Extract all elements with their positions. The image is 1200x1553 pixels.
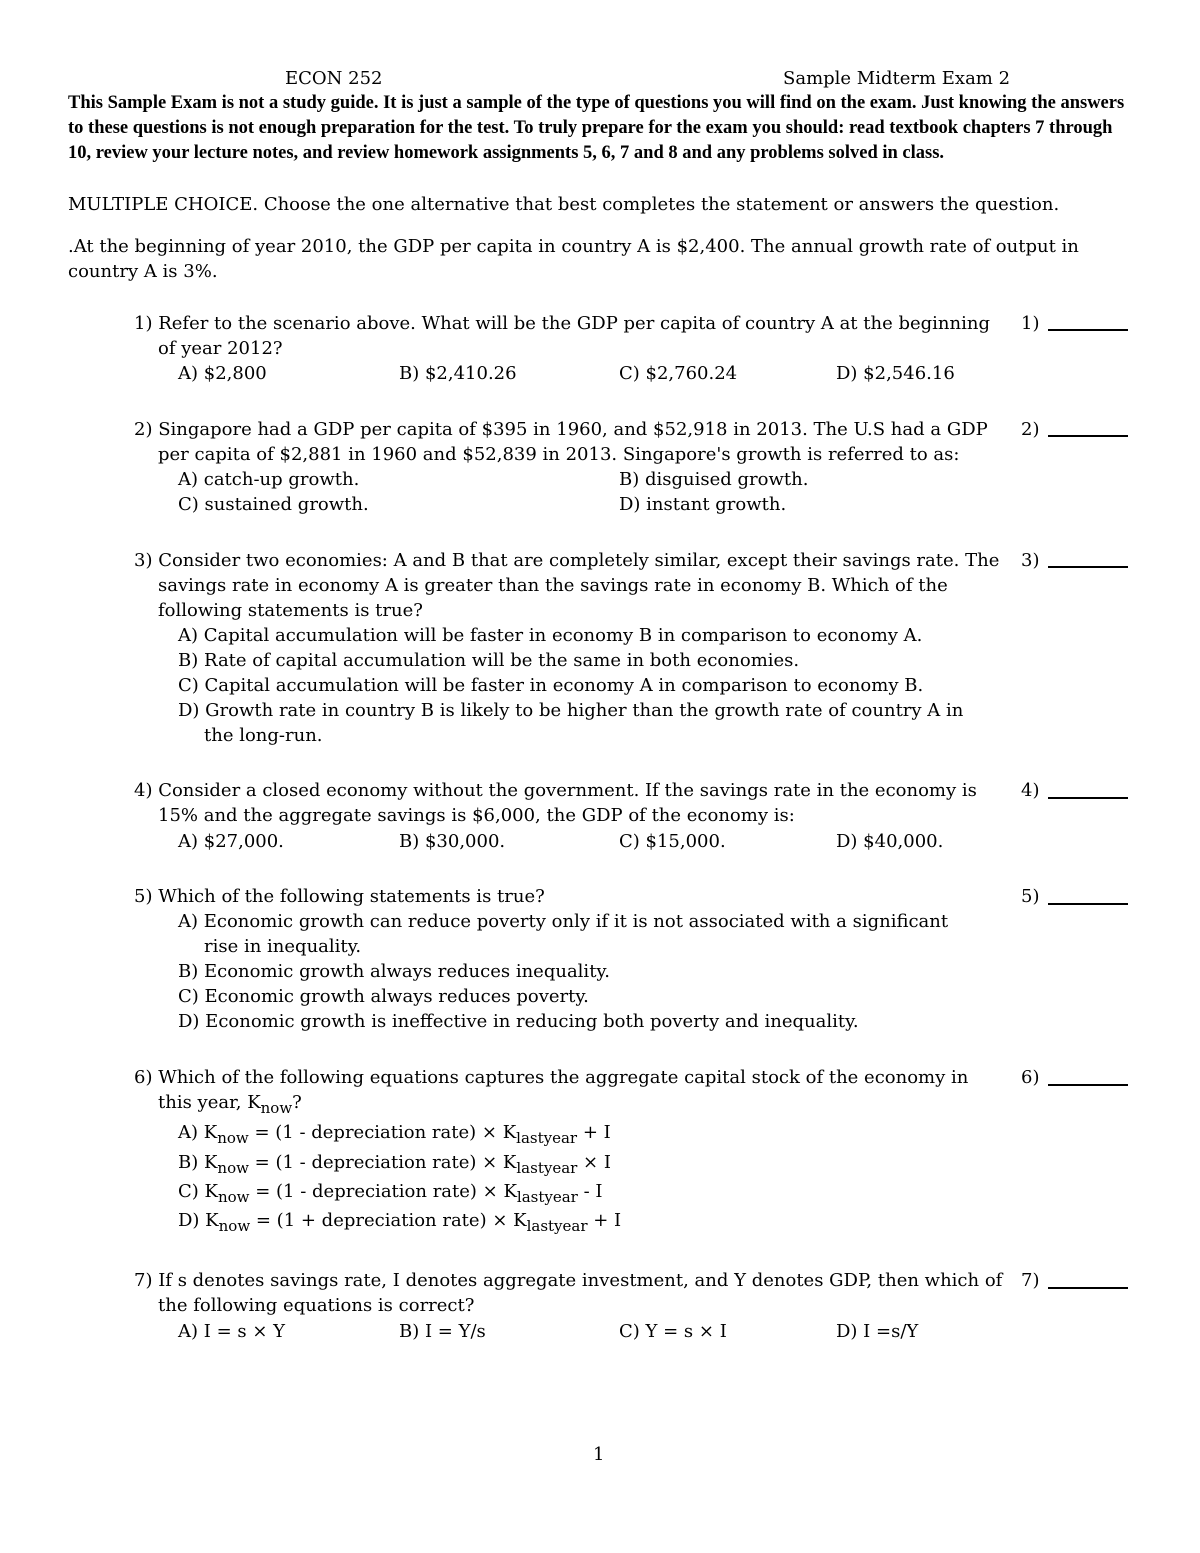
q4-option-c: C) $15,000. bbox=[619, 831, 726, 852]
q6-option-b: B) $K_{now} = (1$ - depreciation rate) × $K_{lastyear} \times I$ bbox=[178, 1152, 611, 1177]
q6-option-d: D) $K_{now} = (1$ + depreciation rate) × $K_{lastyear} + I$ bbox=[178, 1210, 622, 1235]
q3-option-c: C) Capital accumulation will be faster in economy A in comparison to economy B. bbox=[178, 675, 924, 696]
q7-option-a: A) I = s × Y bbox=[178, 1321, 286, 1342]
q4-option-d: D) $40,000. bbox=[836, 831, 944, 852]
course-title: ECON 252 bbox=[285, 68, 383, 89]
answer-label-6: 6) bbox=[1021, 1067, 1040, 1088]
q7-option-d: D) I =s/Y bbox=[836, 1321, 919, 1342]
answer-label-2: 2) bbox=[1021, 419, 1040, 440]
sub-now: now bbox=[260, 1099, 293, 1117]
q7-option-b: B) I = Y/s bbox=[399, 1321, 486, 1342]
q1-option-a: A) $2,800 bbox=[178, 363, 267, 384]
q2-option-c: C) sustained growth. bbox=[178, 494, 369, 515]
answer-label-3: 3) bbox=[1021, 550, 1040, 571]
q6-option-c: C) $K_{now} = (1$ - depreciation rate) × $K_{lastyear}$ - I bbox=[178, 1181, 603, 1206]
q5-option-a: A) Economic growth can reduce poverty only if it is not associated with a significant rise in inequality. bbox=[178, 911, 949, 957]
question-7-text: 7) If s denotes savings rate, I denotes aggregate investment, and Y denotes GDP, then which of the following equations is correct? bbox=[134, 1270, 1003, 1316]
q6-stem: 6) Which of the following equations captures the aggregate capital stock of the economy in this year, bbox=[134, 1067, 969, 1113]
q5-option-d: D) Economic growth is ineffective in reducing both poverty and inequality. bbox=[178, 1011, 859, 1032]
q1-option-c: C) $2,760.24 bbox=[619, 363, 738, 384]
q1-option-b: B) $2,410.26 bbox=[399, 363, 517, 384]
question-4-text: 4) Consider a closed economy without the government. If the savings rate in the economy is 15% and the aggregate savings is $6,000, the GDP of the economy is: bbox=[134, 780, 977, 826]
k-symbol: K bbox=[247, 1092, 261, 1113]
exam-title: Sample Midterm Exam 2 bbox=[783, 68, 1011, 89]
question-5-text: 5) Which of the following statements is true? bbox=[134, 886, 545, 907]
q4-option-b: B) $30,000. bbox=[399, 831, 506, 852]
instructions: MULTIPLE CHOICE. Choose the one alternative that best completes the statement or answers the question. bbox=[68, 194, 1060, 215]
answer-blank-7[interactable] bbox=[1048, 1287, 1128, 1289]
question-1-text: 1) Refer to the scenario above. What will be the GDP per capita of country A at the beginning of year 2012? bbox=[134, 313, 990, 359]
q2-option-b: B) disguised growth. bbox=[619, 469, 809, 490]
answer-label-4: 4) bbox=[1021, 780, 1040, 801]
q6-option-a: A) $K_{now} = (1$ - depreciation rate) × $K_{lastyear} + I$ bbox=[178, 1122, 611, 1147]
answer-blank-4[interactable] bbox=[1048, 797, 1128, 799]
q2-option-a: A) catch-up growth. bbox=[178, 469, 360, 490]
q3-option-b: B) Rate of capital accumulation will be the same in both economies. bbox=[178, 650, 800, 671]
answer-blank-5[interactable] bbox=[1048, 903, 1128, 905]
q4-option-a: A) $27,000. bbox=[178, 831, 284, 852]
question-3-text: 3) Consider two economies: A and B that are completely similar, except their savings rate. The savings rate in economy A is greater than the savings rate in economy B. Which of the following statements is true? bbox=[134, 550, 1000, 621]
q6-tail: ? bbox=[292, 1092, 302, 1113]
question-6-text bbox=[134, 1065, 1004, 1115]
q3-option-a: A) Capital accumulation will be faster in economy B in comparison to economy A. bbox=[178, 625, 923, 646]
answer-label-1: 1) bbox=[1021, 313, 1040, 334]
page-number: 1 bbox=[593, 1444, 605, 1465]
answer-label-5: 5) bbox=[1021, 886, 1040, 907]
q5-option-c: C) Economic growth always reduces poverty. bbox=[178, 986, 589, 1007]
answer-label-7: 7) bbox=[1021, 1270, 1040, 1291]
intro-paragraph: This Sample Exam is not a study guide. It is just a sample of the type of questions you will find on the exam. Just knowing the answers to these questions is not enough preparation for the test. To truly prepare for the exam you should: read textbook chapters 7 through 10, review your lecture notes, and review homework assignments 5, 6, 7 and 8 and any problems solved in class. bbox=[68, 93, 1125, 163]
q2-option-d: D) instant growth. bbox=[619, 494, 787, 515]
q7-option-c: C) Y = s × I bbox=[619, 1321, 727, 1342]
answer-blank-1[interactable] bbox=[1048, 329, 1128, 331]
q3-option-d: D) Growth rate in country B is likely to be higher than the growth rate of country A in the long-run. bbox=[178, 700, 964, 746]
answer-blank-2[interactable] bbox=[1048, 435, 1128, 437]
q1-option-d: D) $2,546.16 bbox=[836, 363, 955, 384]
answer-blank-6[interactable] bbox=[1048, 1084, 1128, 1086]
q5-option-b: B) Economic growth always reduces inequality. bbox=[178, 961, 610, 982]
answer-blank-3[interactable] bbox=[1048, 566, 1128, 568]
scenario-text: .At the beginning of year 2010, the GDP per capita in country A is $2,400. The annual growth rate of output in country A is 3%. bbox=[68, 236, 1079, 282]
question-2-text: 2) Singapore had a GDP per capita of $395 in 1960, and $52,918 in 2013. The U.S had a GDP per capita of $2,881 in 1960 and $52,839 in 2013. Singapore's growth is referred to as: bbox=[134, 419, 988, 465]
